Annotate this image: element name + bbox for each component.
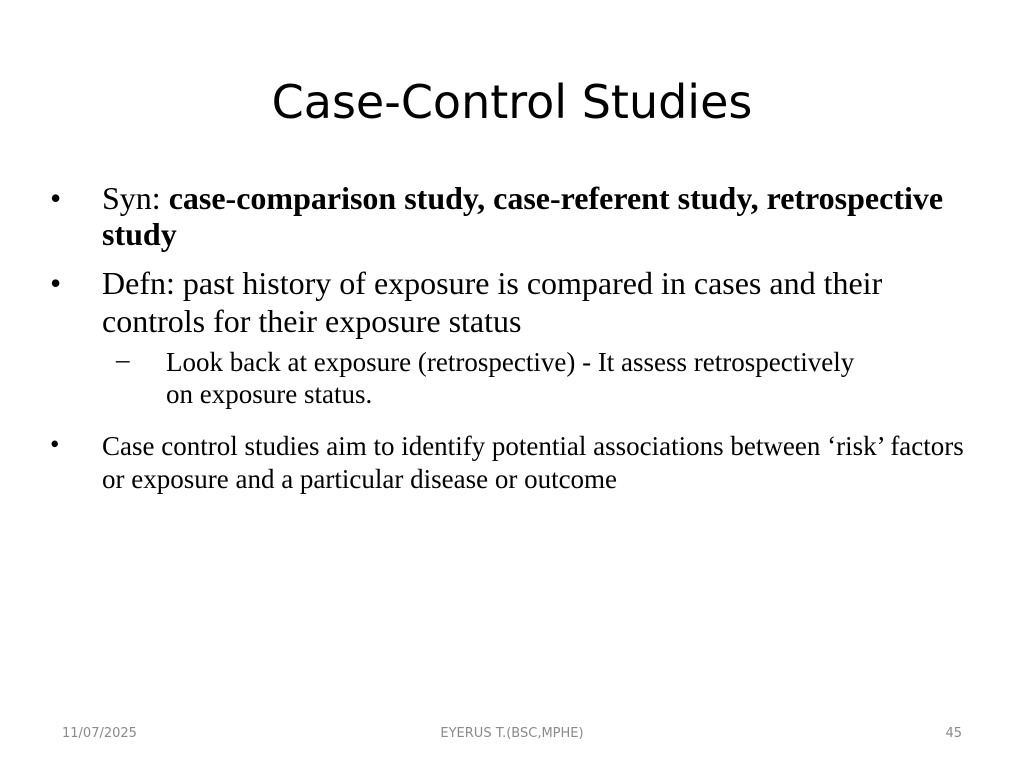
footer-date: 11/07/2025 xyxy=(62,726,137,741)
bullet-text: Case control studies aim to identify potential associations between ‘risk’ factors or exposure and a particular disease or outcome xyxy=(102,431,964,494)
sub-bullet-marker: – xyxy=(116,344,130,374)
bullet-bold-text: case-comparison study, case-referent study, retrospective study xyxy=(102,180,944,252)
footer-author: EYERUS T.(BSC,MPHE) xyxy=(440,726,584,741)
sub-bullet-text: Look back at exposure (retrospective) - It assess retrospectively on exposure status. xyxy=(166,347,855,409)
bullet-marker: • xyxy=(50,180,62,216)
footer-page-number: 45 xyxy=(945,726,962,741)
bullet-text xyxy=(102,180,950,252)
bullet-marker: • xyxy=(50,265,62,301)
bullet-prefix: Syn: xyxy=(102,180,169,216)
slide-title: Case-Control Studies xyxy=(271,75,753,129)
bullet-marker: • xyxy=(50,429,60,459)
bullet-text: Defn: past history of exposure is compared in cases and their controls for their exposure status xyxy=(102,265,883,339)
